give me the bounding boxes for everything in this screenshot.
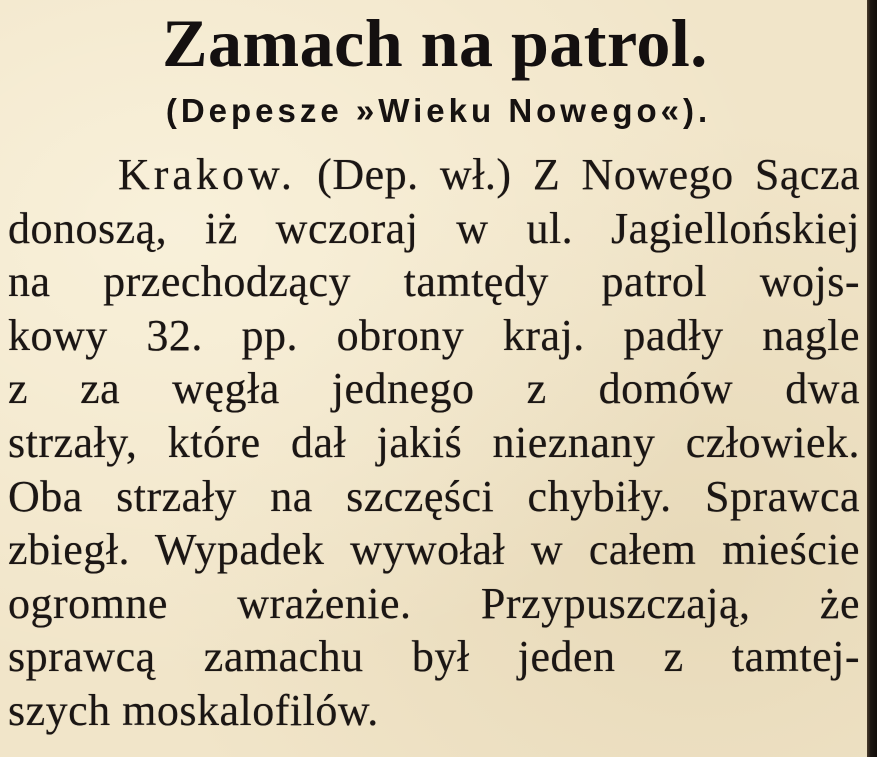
body-line-6: strzały, które dał jakiś nieznany człowiek. <box>8 417 860 467</box>
body-line-11: szych moskalofilów. <box>8 685 379 735</box>
body-line-8: zbiegł. Wypadek wywołał w całem mieście <box>8 525 860 575</box>
headline: Zamach na patrol. <box>162 5 708 81</box>
clipping-edge <box>867 0 877 757</box>
body-line-7: Oba strzały na szczęści chybiły. Sprawca <box>8 471 860 521</box>
body-line-2: donoszą, iż wczoraj w ul. Jagiellońskiej <box>8 203 860 253</box>
body-line-1 <box>8 148 860 202</box>
dateline: Krakow. <box>118 150 296 199</box>
first-line-text: (Dep. wł.) Z Nowego Sącza <box>317 150 861 199</box>
article-body <box>8 148 860 738</box>
body-line-4: kowy 32. pp. obrony kraj. padły nagle <box>8 310 860 360</box>
body-line-9: ogromne wrażenie. Przypuszczają, że <box>8 578 860 628</box>
subheadline: (Depesze »Wieku Nowego«). <box>165 92 712 129</box>
body-line-5: z za węgła jednego z domów dwa <box>8 364 860 414</box>
body-line-3: na przechodzący tamtędy patrol wojs- <box>8 257 860 307</box>
body-line-10: sprawcą zamachu był jeden z tamtej- <box>8 632 860 682</box>
